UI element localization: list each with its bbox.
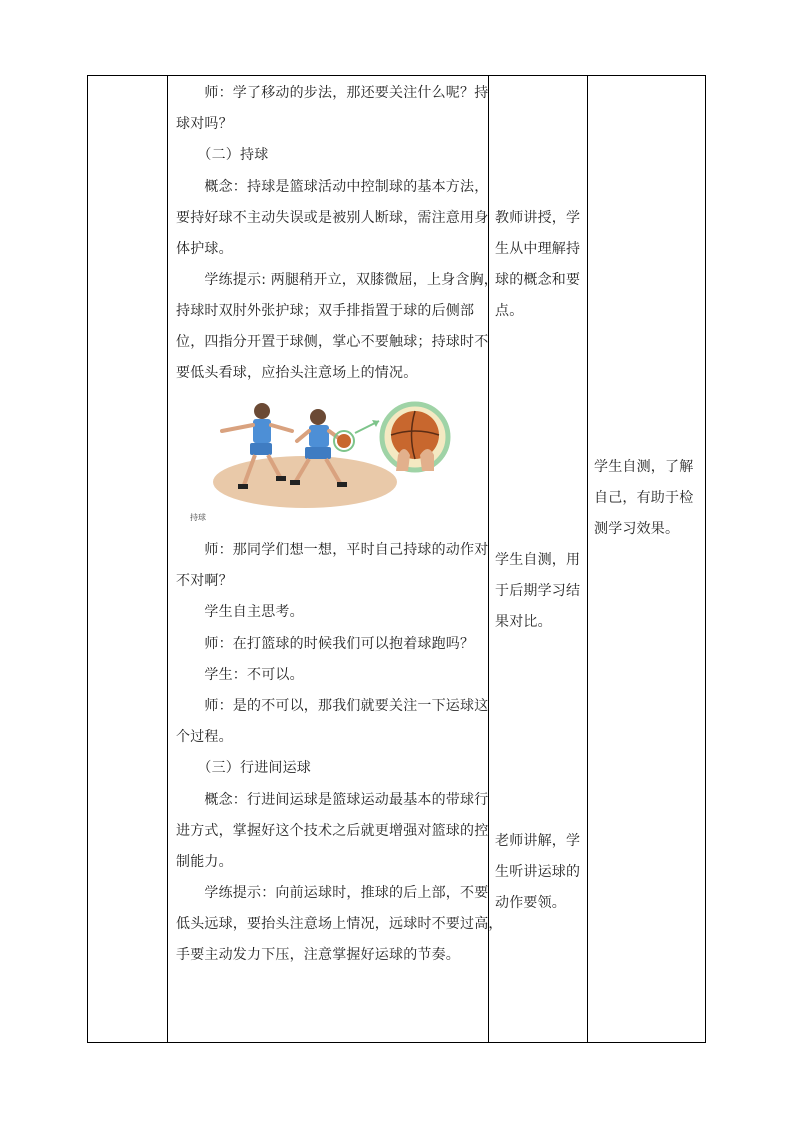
intent-line: 学生自测，了解: [594, 459, 694, 475]
content-cell: [168, 76, 503, 1042]
figure-caption: 持球: [190, 513, 206, 522]
activity-line: 生听讲运球的: [495, 864, 581, 880]
content-line: 概念：行进间运球是篮球运动最基本的带球行: [176, 792, 489, 808]
student-activity-cell: [489, 76, 587, 1042]
intent-line: 测学习效果。: [594, 521, 680, 537]
activity-line: 点。: [495, 303, 524, 319]
section-heading: （二）持球: [176, 147, 269, 163]
content-line: 球对吗？: [176, 116, 233, 132]
content-line: 体护球。: [176, 241, 233, 257]
activity-line: 动作要领。: [495, 895, 566, 911]
activity-line: 生从中理解持: [495, 241, 581, 257]
content-line: 师：在打篮球的时候我们可以抱着球跑吗？: [176, 636, 475, 652]
content-line: 要持好球不主动失误或是被别人断球，需注意用身: [176, 210, 489, 226]
intent-line: 自己，有助于检: [594, 490, 694, 506]
content-line: 制能力。: [176, 854, 233, 870]
content-line: 位，四指分开置于球侧，掌心不要触球；持球时不: [176, 334, 489, 350]
content-line: 师：那同学们想一想，平时自己持球的动作对: [176, 542, 489, 558]
activity-line: 教师讲授，学: [495, 210, 581, 226]
content-line: 学生：不可以。: [176, 667, 304, 683]
content-line: 学生自主思考。: [176, 604, 304, 620]
content-line: 手要主动发力下压，注意掌握好运球的节奏。: [176, 947, 460, 963]
ball-holding-illustration: [192, 397, 462, 517]
content-line: 低头远球，要抬头注意场上情况，远球时不要过高，: [176, 916, 503, 932]
design-intent-cell: [588, 76, 705, 1042]
content-line: 不对啊？: [176, 573, 233, 589]
section-heading: （三）行进间运球: [176, 760, 311, 776]
activity-line: 学生自测，用: [495, 552, 581, 568]
content-line: 个过程。: [176, 729, 233, 745]
activity-line: 球的概念和要: [495, 272, 581, 288]
content-line: 概念：持球是篮球活动中控制球的基本方法，: [176, 179, 489, 195]
content-line: 持球时双肘外张护球；双手排指置于球的后侧部: [176, 303, 475, 319]
content-line: 师：是的不可以，那我们就要关注一下运球这: [176, 698, 489, 714]
activity-line: 于后期学习结: [495, 583, 581, 599]
content-line: 学练提示: 两腿稍开立，双膝微屈，上身含胸，: [176, 272, 498, 288]
content-line: 要低头看球，应抬头注意场上的情况。: [176, 365, 418, 381]
stage-cell: [88, 76, 167, 1042]
activity-line: 老师讲解，学: [495, 833, 581, 849]
lesson-table: [87, 75, 706, 1043]
ball-closeup: [382, 404, 448, 471]
activity-line: 果对比。: [495, 614, 552, 630]
content-line: 师：学了移动的步法，那还要关注什么呢？持: [176, 85, 489, 101]
content-line: 进方式，掌握好这个技术之后就更增强对篮球的控: [176, 823, 489, 839]
content-line: 学练提示：向前运球时，推球的后上部，不要: [176, 885, 489, 901]
